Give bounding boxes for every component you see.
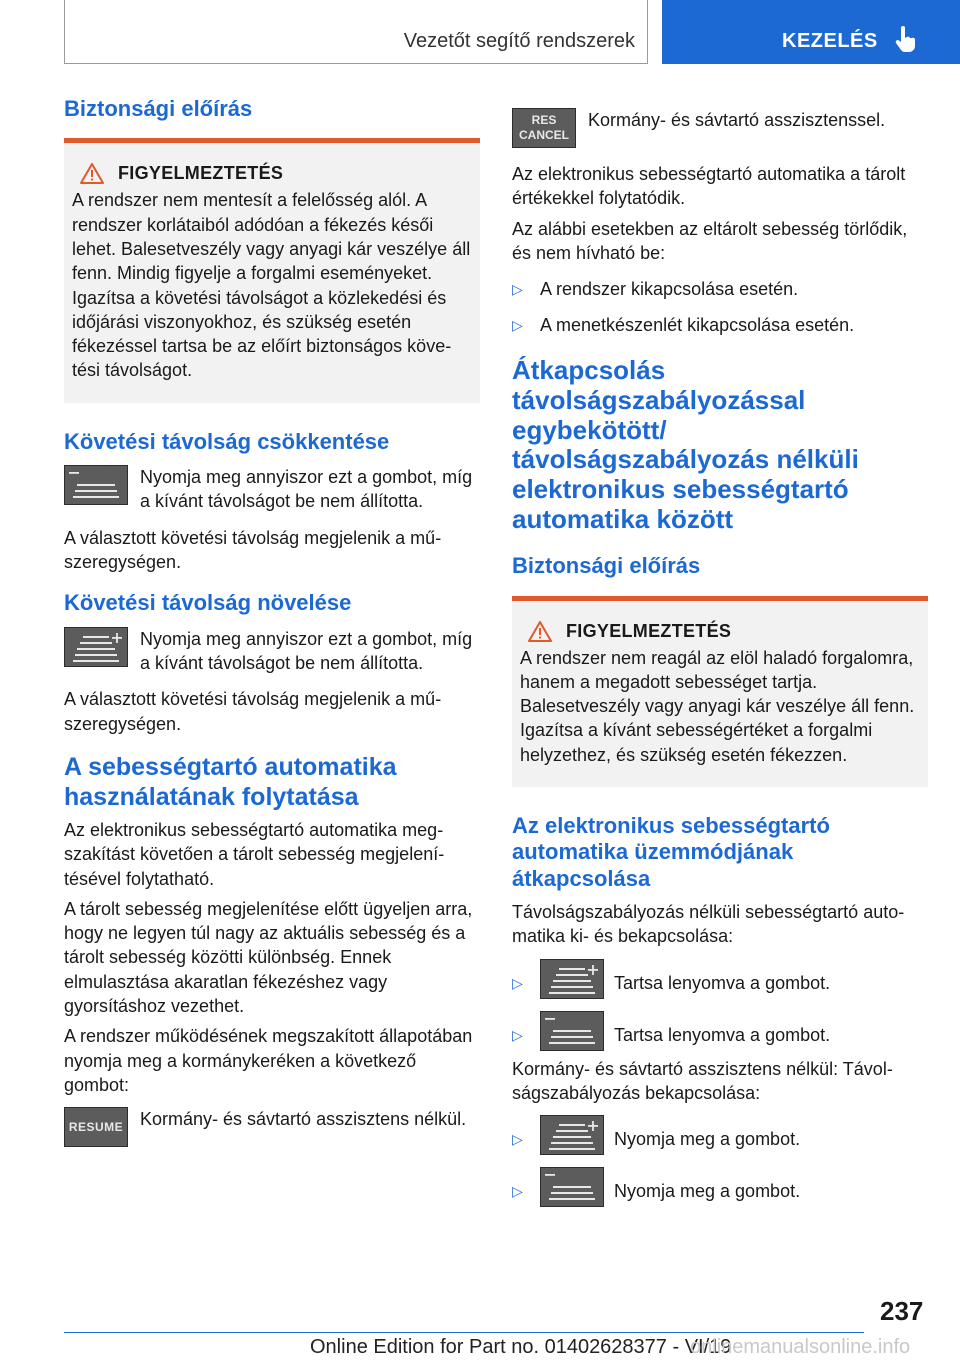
bullet-triangle-icon: ▷	[512, 281, 523, 298]
mode-p2: Kormány- és sávtartó asszisztens nélkül: Távolságszabályozás bekapcsolása:	[512, 1058, 893, 1104]
bullet-text: A rendszer kikapcsolása esetén.	[540, 279, 799, 300]
pointing-hand-icon	[894, 26, 918, 54]
right-warning-title-row	[520, 621, 920, 642]
step-text: Tartsa lenyomva a gombot.	[614, 972, 831, 993]
mode-p1: Távolságszabályozás nélküli sebességtartó automatika ki- és bekapcsolása:	[512, 902, 905, 947]
mode-heading: Az elektronikus sebességtartó automatika üzemmódjának átkapcsolása	[512, 813, 830, 891]
list-item	[512, 277, 928, 301]
section-title: Vezetőt segítő rendszerek	[403, 30, 635, 52]
increase-heading: Követési távolság növelése	[64, 590, 352, 616]
resume-p3: A rendszer működésének megszakított állapotában nyomja meg a kormánykeréken a következő gombot:	[64, 1026, 473, 1095]
decrease-row	[64, 465, 480, 514]
increase-row	[64, 627, 480, 676]
warning-box	[64, 138, 480, 402]
distance-decrease-button-icon	[540, 1011, 604, 1051]
list-item	[512, 313, 928, 337]
step-text: Tartsa lenyomva a gombot.	[614, 1024, 831, 1045]
right-warning-text: A rendszer nem reagál az elöl haladó forgalomra, hanem a megadott sebességet tartja. Balesetveszély vagy anyagi kár veszélye áll fenn. Igazítsa a kívánt sebességértéket a forgalmi helyzethez, és szükség esetén fékezzen.	[520, 647, 915, 765]
tab-kezeles[interactable]	[662, 0, 960, 64]
step-text: Nyomja meg a gombot.	[614, 1181, 801, 1202]
distance-increase-button-icon	[540, 959, 604, 999]
footer-divider	[64, 1332, 864, 1333]
distance-decrease-button-icon	[64, 465, 128, 505]
footer-watermark: onlinemanualsonline.info	[690, 1336, 911, 1358]
right-p2: Az alábbi esetekben az eltárolt sebesség törlődik, és nem hívható be:	[512, 218, 908, 263]
resume-p1: Az elektronikus sebességtartó automatika megszakítást követően a tárolt sebesség megjelenítésével folytatható.	[64, 819, 445, 889]
decrease-instruction: Nyomja meg annyiszor ezt a gombot, míg a kívánt távolságot be nem állította.	[140, 467, 473, 512]
right-safety-heading: Biztonsági előírás	[512, 553, 701, 579]
left-column	[64, 96, 480, 1159]
page-number: 237	[880, 1296, 924, 1326]
cancel-label: CANCEL	[519, 128, 569, 142]
footer-edition: Online Edition for Part no. 01402628377 - VI/19	[310, 1336, 732, 1358]
resume-button-text: Kormány- és sávtartó asszisztens nélkül.	[140, 1109, 467, 1130]
list-item	[512, 959, 928, 999]
resume-p2: A tárolt sebesség megjelenítése előtt ügyeljen arra, hogy ne legyen túl nagy az aktuális sebesség és a tárolt sebesség közötti különbség. Ennek elmulasztása akaratlan fékezéshez vagy gyorsításhoz vezethet.	[64, 898, 473, 1016]
bullet-triangle-icon: ▷	[512, 974, 523, 991]
bullet-text: A menetkészenlét kikapcsolása esetén.	[540, 315, 855, 336]
distance-decrease-icon	[65, 466, 127, 504]
increase-instruction: Nyomja meg annyiszor ezt a gombot, míg a kívánt távolságot be nem állította.	[140, 628, 473, 674]
increase-note: A választott követési távolság megjelenik a műszeregységen.	[64, 689, 442, 734]
distance-increase-icon	[65, 628, 127, 666]
distance-decrease-button-icon	[540, 1167, 604, 1207]
safety-heading: Biztonsági előírás	[64, 96, 253, 121]
resume-button-icon	[64, 1107, 128, 1147]
res-label: RES	[531, 113, 557, 127]
resume-row	[64, 1107, 480, 1147]
distance-increase-icon	[541, 960, 603, 998]
bullet-triangle-icon: ▷	[512, 1183, 523, 1200]
warning-title-row	[72, 163, 472, 184]
res-cancel-row	[512, 108, 928, 148]
resume-heading: A sebességtartó automatika használatának folytatása	[64, 752, 397, 811]
warning-triangle-icon	[528, 621, 552, 642]
distance-decrease-icon	[541, 1012, 603, 1050]
list-item	[512, 1115, 928, 1155]
list-item	[512, 1167, 928, 1207]
distance-increase-button-icon	[540, 1115, 604, 1155]
bullet-triangle-icon: ▷	[512, 1131, 523, 1148]
header-box	[64, 0, 648, 64]
warning-triangle-icon	[80, 163, 104, 184]
right-column	[512, 106, 928, 1219]
list-item	[512, 1011, 928, 1051]
res-cancel-label	[513, 113, 575, 143]
decrease-note: A választott követési távolság megjelenik a műszeregységen.	[64, 527, 442, 573]
switch-heading: Átkapcsolás távolságszabályozással egybekötött/ távolságszabályozás nélküli elektronikus sebességtartó automatika között	[512, 354, 859, 535]
warning-text: A rendszer nem mentesít a felelősség alól. A rendszer korlátaiból adódóan a fékezés késői lehet. Balesetveszély vagy anyagi kár veszélye áll fenn. Mindig figyelje a forgalmi eseményeket. Igazítsa a követési távolságot a közlekedési és időjárási viszonyokhoz, és szükség esetén fékezéssel tartsa be az előírt biztonságos követési távolságot.	[72, 190, 471, 381]
distance-increase-icon	[541, 1116, 603, 1154]
resume-button-label: RESUME	[68, 1120, 124, 1135]
step-text: Nyomja meg a gombot.	[614, 1129, 801, 1150]
right-p1: Az elektronikus sebességtartó automatika a tárolt értékekkel folytatódik.	[512, 164, 906, 209]
right-warning-title: FIGYELMEZTETÉS	[566, 620, 732, 641]
bullet-triangle-icon: ▷	[512, 1026, 523, 1043]
bullet-triangle-icon: ▷	[512, 317, 523, 334]
tab-label: KEZELÉS	[782, 30, 878, 52]
decrease-heading: Követési távolság csökkentése	[64, 428, 390, 454]
warning-title: FIGYELMEZTETÉS	[118, 163, 284, 184]
distance-increase-button-icon	[64, 627, 128, 667]
res-cancel-text: Kormány- és sávtartó asszisztenssel.	[588, 110, 886, 130]
distance-decrease-icon	[541, 1168, 603, 1206]
res-cancel-button-icon	[512, 108, 576, 148]
right-warning-box	[512, 596, 928, 787]
